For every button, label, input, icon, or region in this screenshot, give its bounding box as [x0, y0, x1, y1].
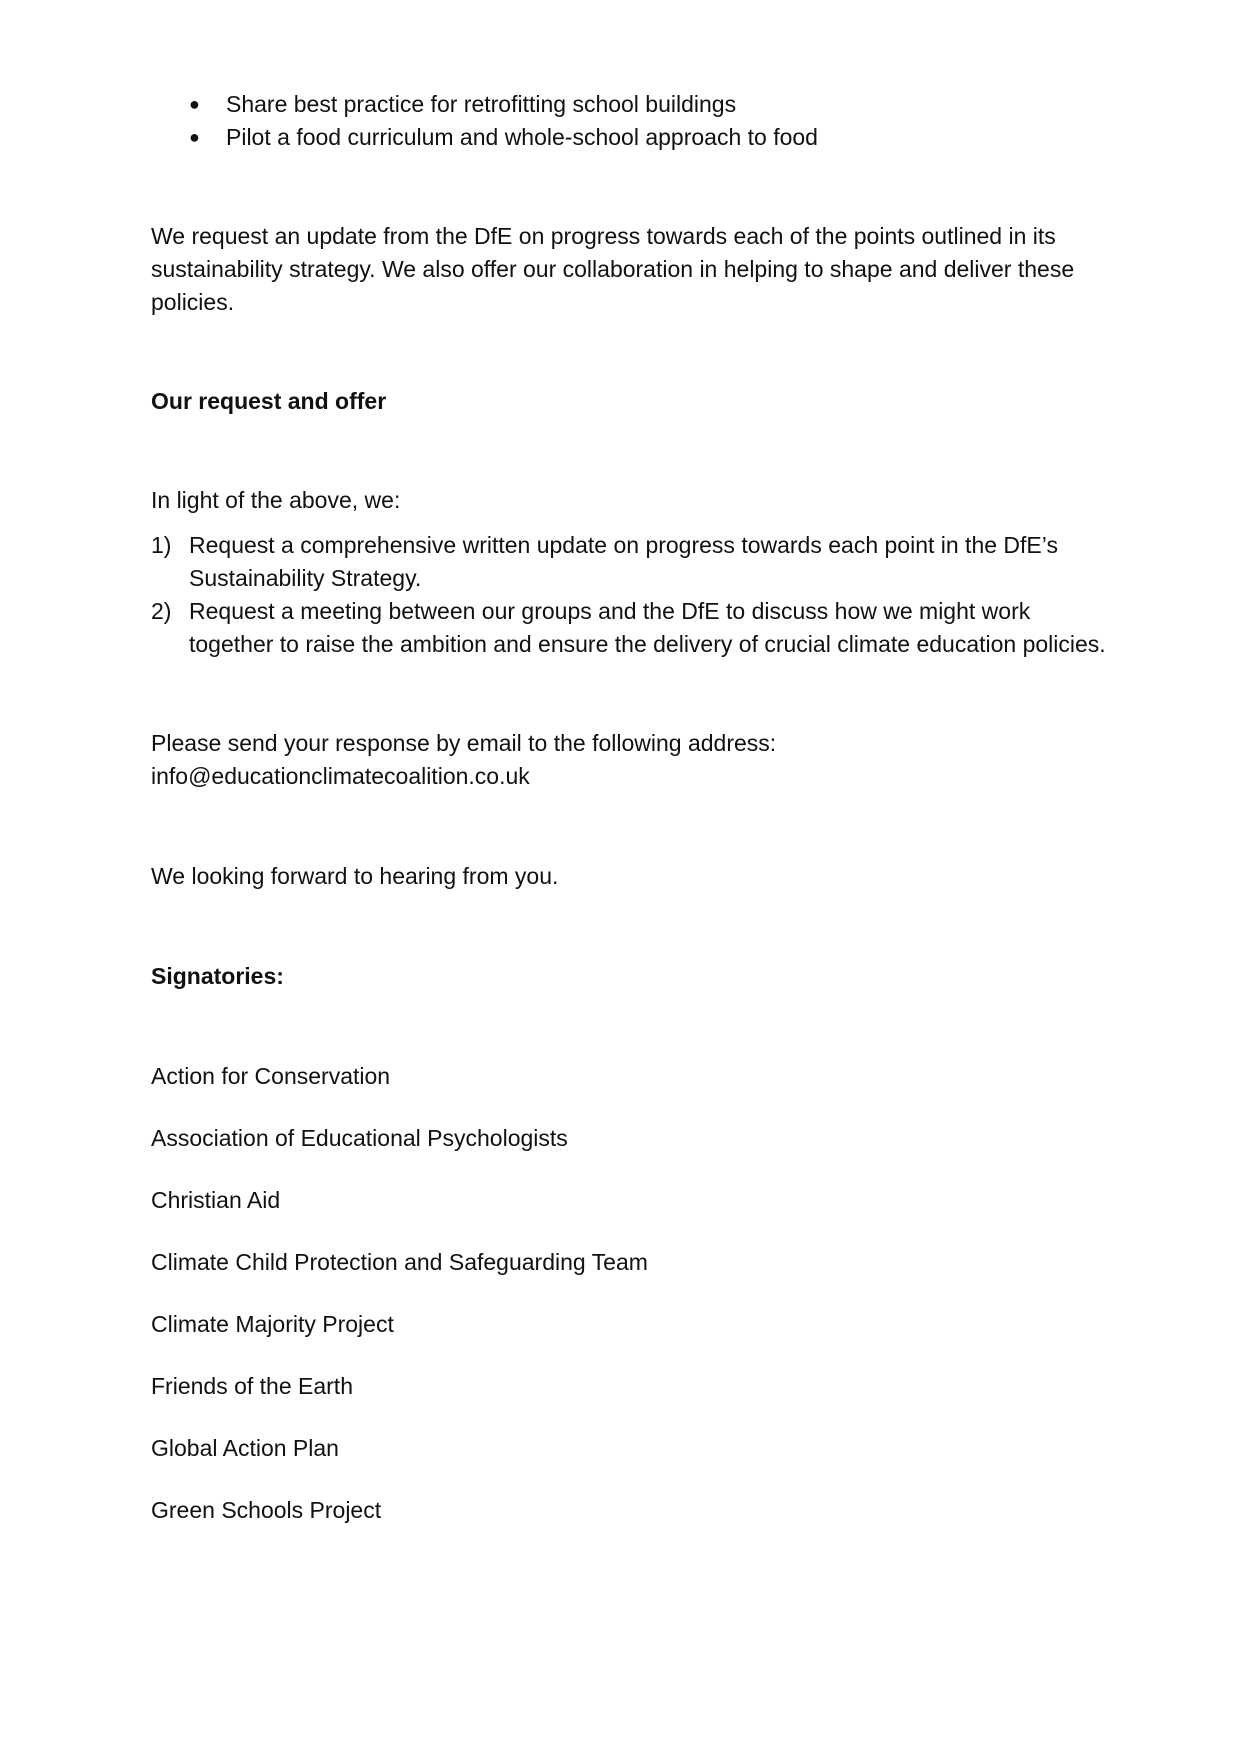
- numbered-list: [151, 529, 1111, 661]
- bullet-text: Share best practice for retrofitting school buildings: [226, 91, 737, 117]
- signatory-item: Green Schools Project: [151, 1497, 382, 1523]
- signatories-list: [151, 1060, 1111, 1527]
- document-page: [151, 88, 1111, 1556]
- bullet-item: [151, 88, 1111, 121]
- bullet-dot-icon: ●: [189, 127, 200, 147]
- numbered-item: [151, 595, 1111, 661]
- item-number: 1): [151, 532, 172, 558]
- intro-text: In light of the above, we:: [151, 487, 401, 513]
- signatory-item: Climate Child Protection and Safeguarding Team: [151, 1249, 648, 1275]
- bullet-dot-icon: ●: [189, 94, 200, 114]
- section-heading: Our request and offer: [151, 388, 387, 414]
- signatory-item: Friends of the Earth: [151, 1373, 353, 1399]
- item-text: Request a meeting between our groups and the DfE to discuss how we might work together to raise the ambition and ensure the delivery of crucial climate education policies.: [189, 598, 1106, 657]
- signatory-item: Climate Majority Project: [151, 1311, 394, 1337]
- signatory-item: Christian Aid: [151, 1187, 281, 1213]
- response-paragraph: [151, 727, 1111, 793]
- signatory-item: Association of Educational Psychologists: [151, 1125, 568, 1151]
- closing-line: We looking forward to hearing from you.: [151, 863, 559, 889]
- numbered-item: [151, 529, 1111, 595]
- email-address: info@educationclimatecoalition.co.uk: [151, 763, 530, 789]
- signatory-item: Action for Conservation: [151, 1063, 391, 1089]
- response-line: Please send your response by email to the following address:: [151, 730, 777, 756]
- item-number: 2): [151, 598, 172, 624]
- signatories-heading: Signatories:: [151, 963, 284, 989]
- item-text: Request a comprehensive written update on progress towards each point in the DfE’s Sustainability Strategy.: [189, 532, 1058, 591]
- bullet-item: [151, 121, 1111, 154]
- bullet-list: [151, 88, 1111, 154]
- signatory-item: Global Action Plan: [151, 1435, 339, 1461]
- request-paragraph: We request an update from the DfE on progress towards each of the points outlined in its sustainability strategy. We also offer our collaboration in helping to shape and deliver these policies.: [151, 223, 1075, 315]
- bullet-text: Pilot a food curriculum and whole-school approach to food: [226, 124, 818, 150]
